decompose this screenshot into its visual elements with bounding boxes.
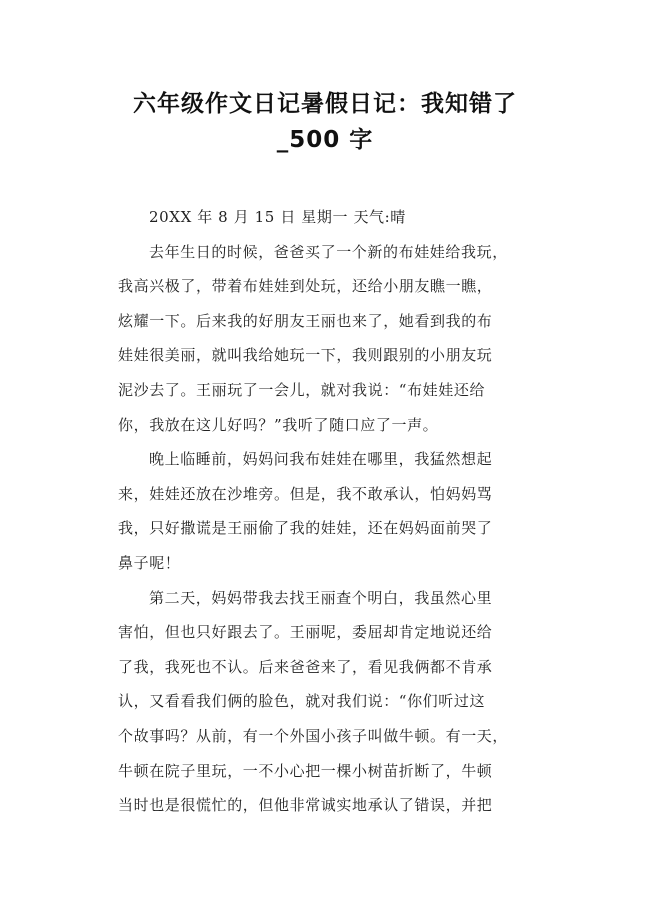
- document-body: [118, 200, 538, 823]
- paragraph-line: 个故事吗？从前，有一个外国小孩子叫做牛顿。有一天，: [118, 726, 509, 745]
- paragraph-line: 你，我放在这儿好吗？”我听了随口应了一声。: [118, 415, 439, 434]
- paragraph-line: 我高兴极了，带着布娃娃到处玩，还给小朋友瞧一瞧，: [118, 277, 493, 296]
- paragraph-line: 了我，我死也不认。后来爸爸来了，看见我俩都不肯承: [118, 657, 493, 676]
- paragraph-line: 去年生日的时候，爸爸买了一个新的布娃娃给我玩，: [149, 242, 508, 261]
- paragraph-line: 鼻子呢！: [118, 553, 181, 572]
- paragraph-line: 牛顿在院子里玩，一不小心把一棵小树苗折断了，牛顿: [118, 761, 493, 780]
- paragraph-line: 我，只好撒谎是王丽偷了我的娃娃，还在妈妈面前哭了: [118, 519, 493, 538]
- paragraph-line: 泥沙去了。王丽玩了一会儿，就对我说：“布娃娃还给: [118, 380, 486, 399]
- paragraph-line: 认，又看看我们俩的脸色，就对我们说：“你们听过这: [118, 692, 486, 711]
- paragraph-line: 当时也是很慌忙的，但他非常诚实地承认了错误，并把: [118, 796, 493, 815]
- paragraph-line: 害怕，但也只好跟去了。王丽呢，委屈却肯定地说还给: [118, 623, 493, 642]
- paragraph-line: 娃娃很美丽，就叫我给她玩一下，我则跟别的小朋友玩: [118, 346, 493, 365]
- paragraph-line: 来，娃娃还放在沙堆旁。但是，我不敢承认，怕妈妈骂: [118, 484, 493, 503]
- paragraph-line: 第二天，妈妈带我去找王丽查个明白，我虽然心里: [149, 588, 493, 607]
- paragraph-line: 晚上临睡前，妈妈问我布娃娃在哪里，我猛然想起: [149, 450, 493, 469]
- document-title-line-2: _500 字: [276, 127, 374, 153]
- date-line: 20XX 年 8 月 15 日 星期一 天气:晴: [149, 208, 406, 226]
- document-title-line-1: 六年级作文日记暑假日记：我知错了: [133, 91, 517, 117]
- paragraph-line: 炫耀一下。后来我的好朋友王丽也来了，她看到我的布: [118, 311, 493, 330]
